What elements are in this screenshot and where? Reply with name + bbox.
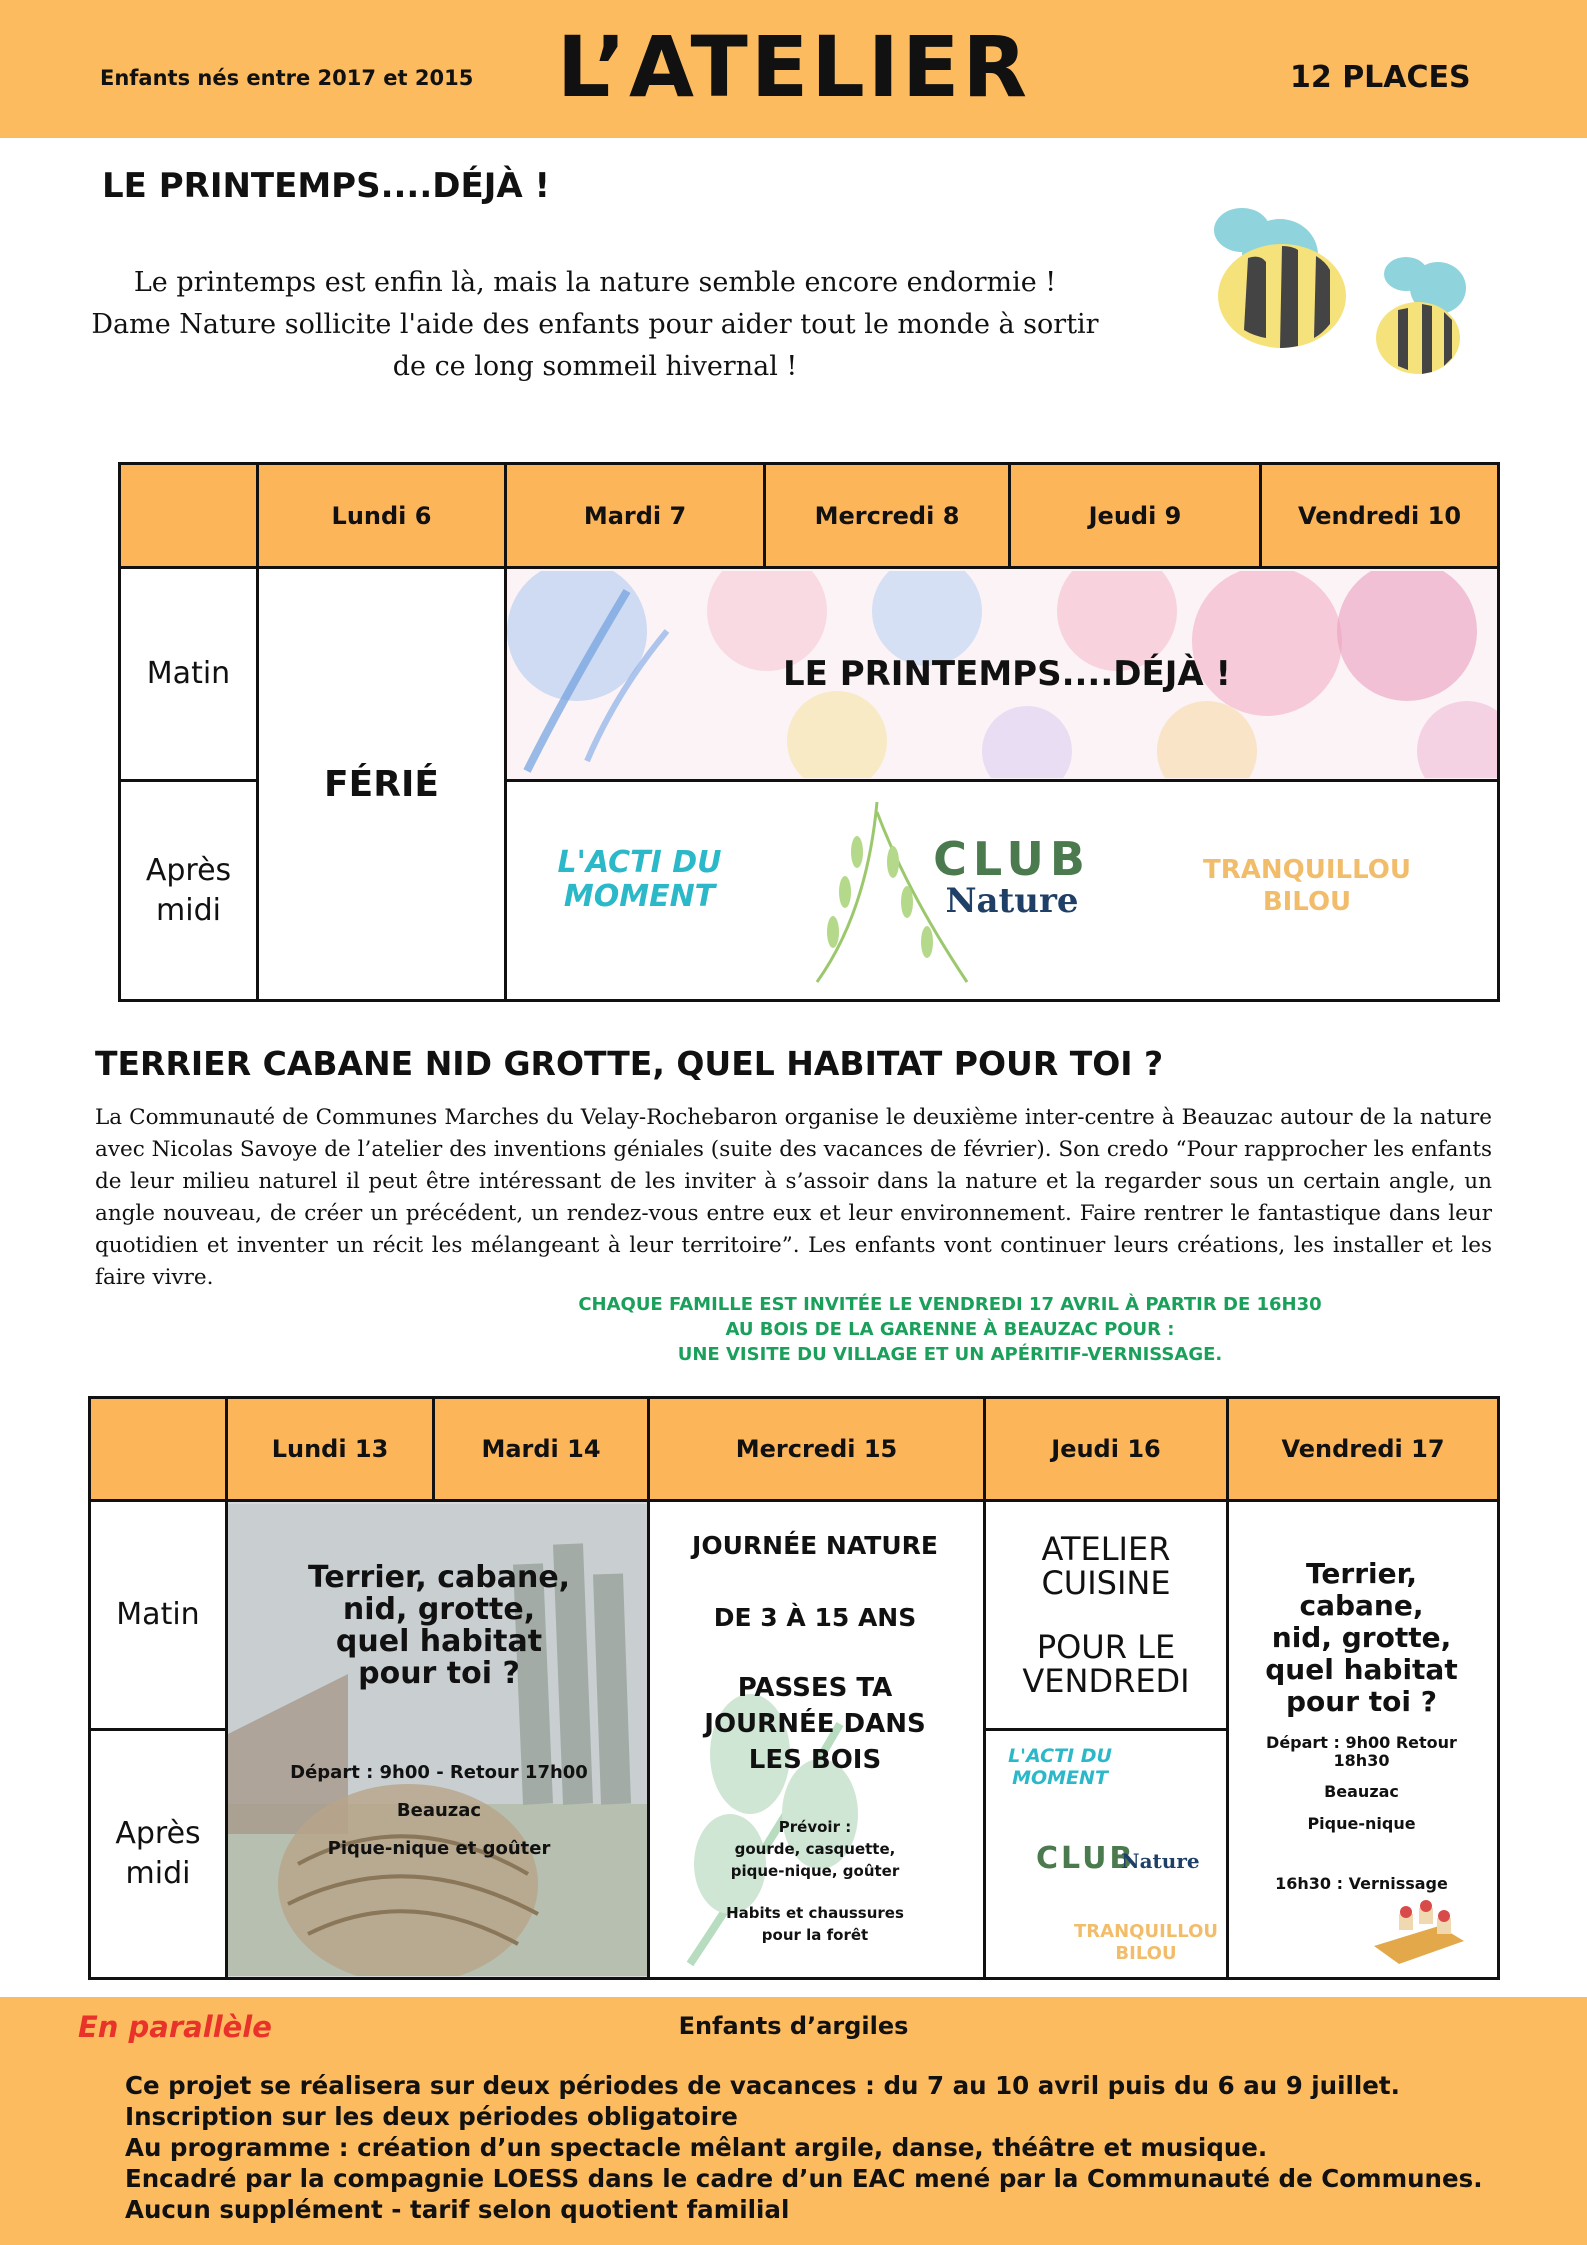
intro-line: Dame Nature sollicite l'aide des enfants pour aider tout le monde à sortir [91, 309, 1099, 340]
outing-details: Départ : 9h00 - Retour 17h00 Beauzac Pique-nique et goûter [290, 1761, 588, 1859]
footer-title: Enfants d’argiles [678, 2012, 909, 2040]
club-nature-logo: CLUB Nature [933, 831, 1091, 921]
row-label-afternoon: Après midi [120, 781, 258, 1001]
day-header: Vendredi 10 [1261, 464, 1499, 568]
footer-line: Inscription sur les deux périodes obligatoire [125, 2102, 738, 2131]
intro-title: LE PRINTEMPS....DÉJÀ ! [102, 166, 551, 206]
footer-line: Aucun supplément - tarif selon quotient familial [125, 2195, 790, 2224]
bees-illustration [1170, 170, 1500, 390]
row-label-afternoon: Après midi [90, 1730, 227, 1979]
footer-line: Encadré par la compagnie LOESS dans le cadre d’un EAC mené par la Communauté de Communes. [125, 2164, 1483, 2193]
day-header: Mercredi 15 [649, 1398, 985, 1501]
day-header: Mercredi 8 [765, 464, 1010, 568]
cooking-workshop-text: ATELIER CUISINE POUR LE VENDREDI [1022, 1530, 1190, 1700]
acti-du-moment-logo: L'ACTI DU MOMENT [1008, 1744, 1112, 1789]
audience-label: Enfants nés entre 2017 et 2015 [100, 66, 474, 90]
parallel-label: En parallèle [78, 2010, 272, 2044]
footer-line: Au programme : création d’un spectacle mêlant argile, danse, théâtre et musique. [125, 2133, 1268, 2162]
spring-banner-title: LE PRINTEMPS....DÉJÀ ! [782, 654, 1231, 694]
day-header: Jeudi 16 [985, 1398, 1228, 1501]
aperitif-tray-icon [1369, 1896, 1469, 1966]
week2-table [88, 1396, 1500, 1980]
week1-table [118, 462, 1500, 1002]
vernissage-cell [1228, 1501, 1499, 1979]
ferie-cell [258, 568, 506, 1001]
page-title: L’ATELIER [556, 18, 1031, 116]
intro-text [70, 262, 1120, 388]
places-label: 12 PLACES [1290, 60, 1471, 95]
spring-banner-cell [506, 568, 1499, 781]
habitat-title: Terrier, cabane, nid, grotte, quel habitat pour toi ? [307, 1559, 571, 1691]
corner-cell [120, 464, 258, 568]
ferie-label: FÉRIÉ [324, 763, 439, 805]
family-invitation: CHAQUE FAMILLE EST INVITÉE LE VENDREDI 17 AVRIL À PARTIR DE 16H30 AU BOIS DE LA GARENNE À BEAUZAC POUR : UNE VISITE DU VILLAGE ET UN APÉRITIF-VERNISSAGE. [578, 1294, 1322, 1365]
day-header: Mardi 14 [434, 1398, 649, 1501]
nature-day-cell [649, 1501, 985, 1979]
section2-title: TERRIER CABANE NID GROTTE, QUEL HABITAT POUR TOI ? [95, 1044, 1164, 1083]
bee-icon [1376, 257, 1466, 374]
friday-text: Terrier, cabane, nid, grotte, quel habitat pour toi ? Départ : 9h00 Retour 18h30 Beauzac Pique-nique 16h30 : Vernissage [1265, 1556, 1458, 1893]
thursday-activities-cell [985, 1730, 1228, 1979]
activities-cell [506, 781, 1499, 1001]
tranquillou-bilou-logo: TRANQUILLOU BILOU [1074, 1920, 1218, 1964]
bee-icon [1214, 208, 1346, 348]
club-nature-logo: CLUBNature [1036, 1840, 1200, 1876]
intro-line: Le printemps est enfin là, mais la nature semble encore endormie ! [133, 267, 1057, 298]
footer-details [125, 2070, 1525, 2225]
cooking-workshop-cell [985, 1501, 1228, 1730]
row-label-morning: Matin [90, 1501, 227, 1730]
tranquillou-bilou-logo: TRANQUILLOU BILOU [1203, 854, 1411, 917]
section2-paragraph: La Communauté de Communes Marches du Velay-Rochebaron organise le deuxième inter-centre à Beauzac autour de la nature avec Nicolas Savoye de l’atelier des inventions géniales (suite des vacances de février). Son credo “Pour rapprocher les enfants de leur milieu naturel il peut être intéressant de les inviter à s’assoir dans la nature et la regarder sous un certain angle, un angle nouveau, de créer un précédent, un rendez-vous entre eux et leur environnement. Faire rentrer le fantastique dans leur quotidien et inventer un récit les mélangeant à leur territoire”. Les enfants vont continuer leurs créations, les installer et les faire vivre. [95, 1105, 1492, 1290]
nature-day-text: JOURNÉE NATURE DE 3 À 15 ANS PASSES TA JOURNÉE DANS LES BOIS Prévoir : gourde, casquette, pique-nique, goûter Habits et chaussures pour la forêt [692, 1530, 938, 1944]
day-header: Mardi 7 [506, 464, 765, 568]
habitat-outing-cell [227, 1501, 649, 1979]
intro-line: de ce long sommeil hivernal ! [392, 351, 798, 382]
row-label-morning: Matin [120, 568, 258, 781]
day-header: Lundi 13 [227, 1398, 434, 1501]
day-header: Vendredi 17 [1228, 1398, 1499, 1501]
day-header: Jeudi 9 [1010, 464, 1261, 568]
acti-du-moment-logo: L'ACTI DU MOMENT [557, 844, 722, 914]
footer-line: Ce projet se réalisera sur deux périodes de vacances : du 7 au 10 avril puis du 6 au 9 juillet. [125, 2071, 1400, 2100]
corner-cell [90, 1398, 227, 1501]
day-header: Lundi 6 [258, 464, 506, 568]
